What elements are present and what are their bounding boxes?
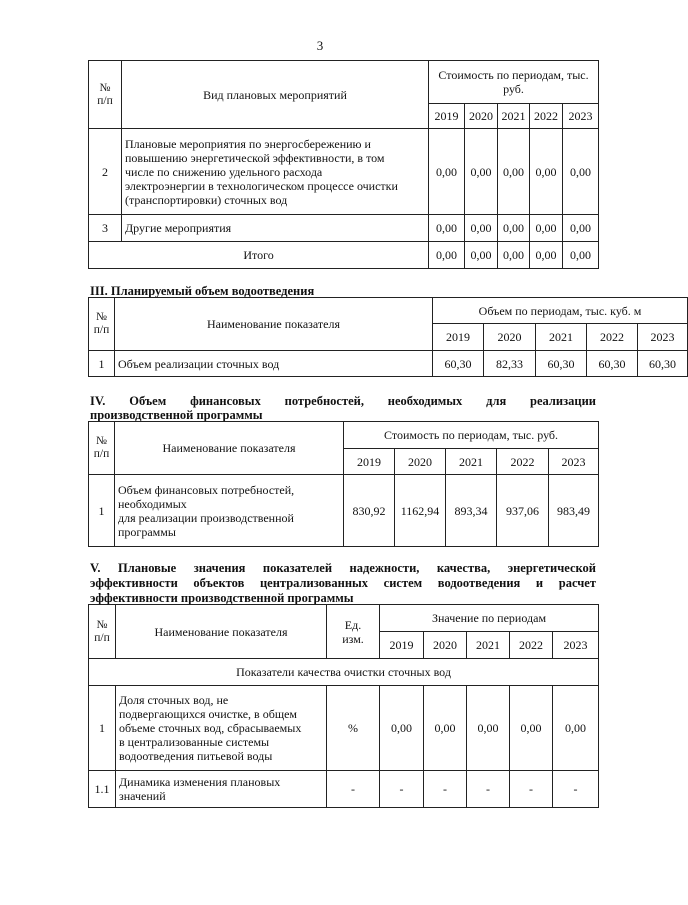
row-name: Объем реализации сточных вод xyxy=(115,351,433,377)
year-header: 2022 xyxy=(497,449,549,475)
year-header: 2022 xyxy=(510,632,553,659)
value-cell: 0,00 xyxy=(530,215,563,242)
section-5-title-cont-2: эффективности производственной программы xyxy=(90,591,354,605)
total-value: 0,00 xyxy=(530,242,563,269)
row-number: 1 xyxy=(89,351,115,377)
total-value: 0,00 xyxy=(563,242,599,269)
unit-cell: % xyxy=(327,686,380,771)
value-cell: - xyxy=(510,771,553,808)
value-cell: 82,33 xyxy=(484,351,536,377)
value-cell: 0,00 xyxy=(465,129,498,215)
group-label: Показатели качества очистки сточных вод xyxy=(89,659,599,686)
value-cell: 0,00 xyxy=(424,686,467,771)
year-header: 2023 xyxy=(553,632,599,659)
year-header: 2023 xyxy=(563,104,599,129)
column-header-cost: Стоимость по периодам, тыс. руб. xyxy=(429,61,599,104)
value-cell: 893,34 xyxy=(446,475,497,547)
planned-measures-table xyxy=(88,60,599,269)
column-header-number: № п/п xyxy=(89,298,115,351)
section-5-title-cont: эффективности объектов централизованных систем водоотведения и расчет xyxy=(90,576,596,590)
year-header: 2021 xyxy=(446,449,497,475)
year-header: 2020 xyxy=(424,632,467,659)
row-name: Другие мероприятия xyxy=(122,215,429,242)
year-header: 2019 xyxy=(344,449,395,475)
value-cell: 0,00 xyxy=(553,686,599,771)
year-header: 2019 xyxy=(433,324,484,351)
year-header: 2022 xyxy=(530,104,563,129)
column-header-name: Наименование показателя xyxy=(115,422,344,475)
year-header: 2020 xyxy=(484,324,536,351)
year-header: 2019 xyxy=(429,104,465,129)
row-name: Динамика изменения плановых значений xyxy=(116,771,327,808)
column-header-name: Наименование показателя xyxy=(115,298,433,351)
value-cell: 830,92 xyxy=(344,475,395,547)
section-5-title: V. Плановые значения показателей надежности, качества, энергетической xyxy=(90,561,596,575)
year-header: 2021 xyxy=(467,632,510,659)
column-header-name: Наименование показателя xyxy=(116,605,327,659)
row-number: 1.1 xyxy=(89,771,116,808)
year-header: 2022 xyxy=(587,324,638,351)
total-value: 0,00 xyxy=(465,242,498,269)
table-row xyxy=(89,686,599,771)
row-name: Доля сточных вод, не подвергающихся очистке, в общем объеме сточных вод, сбрасываемых в централизованные системы водоотведения питьевой воды xyxy=(116,686,327,771)
column-header-unit: Ед. изм. xyxy=(327,605,380,659)
value-cell: 60,30 xyxy=(433,351,484,377)
total-label: Итого xyxy=(89,242,429,269)
year-header: 2021 xyxy=(536,324,587,351)
value-cell: 0,00 xyxy=(467,686,510,771)
table-row xyxy=(89,771,599,808)
section-4-title-cont: производственной программы xyxy=(90,408,263,422)
row-number: 1 xyxy=(89,686,116,771)
row-name: Плановые мероприятия по энергосбережению и повышению энергетической эффективности, в том числе по снижению удельного расхода электроэнергии в технологическом процессе очистки (транспортировки) сточных вод xyxy=(122,129,429,215)
column-header-cost: Стоимость по периодам, тыс. руб. xyxy=(344,422,599,449)
section-4-title: IV. Объем финансовых потребностей, необходимых для реализации xyxy=(90,394,596,408)
row-number: 3 xyxy=(89,215,122,242)
year-header: 2023 xyxy=(638,324,688,351)
value-cell: 0,00 xyxy=(530,129,563,215)
year-header: 2020 xyxy=(395,449,446,475)
table-row xyxy=(89,129,599,215)
total-value: 0,00 xyxy=(498,242,530,269)
value-cell: 1162,94 xyxy=(395,475,446,547)
value-cell: 0,00 xyxy=(429,129,465,215)
value-cell: - xyxy=(424,771,467,808)
column-header-value: Значение по периодам xyxy=(380,605,599,632)
value-cell: 0,00 xyxy=(563,215,599,242)
value-cell: 0,00 xyxy=(498,129,530,215)
value-cell: 0,00 xyxy=(380,686,424,771)
year-header: 2020 xyxy=(465,104,498,129)
table-row xyxy=(89,351,688,377)
year-header: 2023 xyxy=(549,449,599,475)
row-name: Объем финансовых потребностей, необходимых для реализации производственной программы xyxy=(115,475,344,547)
value-cell: 0,00 xyxy=(429,215,465,242)
value-cell: 60,30 xyxy=(638,351,688,377)
financial-needs-table xyxy=(88,421,599,547)
total-row xyxy=(89,242,599,269)
value-cell: 0,00 xyxy=(465,215,498,242)
row-number: 1 xyxy=(89,475,115,547)
page-number: 3 xyxy=(316,38,324,53)
drainage-volume-table xyxy=(88,297,688,377)
table-row xyxy=(89,215,599,242)
unit-cell: - xyxy=(327,771,380,808)
total-value: 0,00 xyxy=(429,242,465,269)
year-header: 2019 xyxy=(380,632,424,659)
year-header: 2021 xyxy=(498,104,530,129)
value-cell: - xyxy=(553,771,599,808)
row-number: 2 xyxy=(89,129,122,215)
value-cell: 983,49 xyxy=(549,475,599,547)
value-cell: 937,06 xyxy=(497,475,549,547)
column-header-volume: Объем по периодам, тыс. куб. м xyxy=(433,298,688,324)
value-cell: 0,00 xyxy=(510,686,553,771)
value-cell: - xyxy=(380,771,424,808)
value-cell: 60,30 xyxy=(587,351,638,377)
value-cell: 60,30 xyxy=(536,351,587,377)
column-header-number: № п/п xyxy=(89,605,116,659)
value-cell: - xyxy=(467,771,510,808)
table-row xyxy=(89,475,599,547)
column-header-name: Вид плановых мероприятий xyxy=(122,61,429,129)
column-header-number: № п/п xyxy=(89,422,115,475)
value-cell: 0,00 xyxy=(563,129,599,215)
section-3-title: III. Планируемый объем водоотведения xyxy=(90,284,315,298)
value-cell: 0,00 xyxy=(498,215,530,242)
column-header-number: № п/п xyxy=(89,61,122,129)
indicators-table xyxy=(88,604,599,808)
